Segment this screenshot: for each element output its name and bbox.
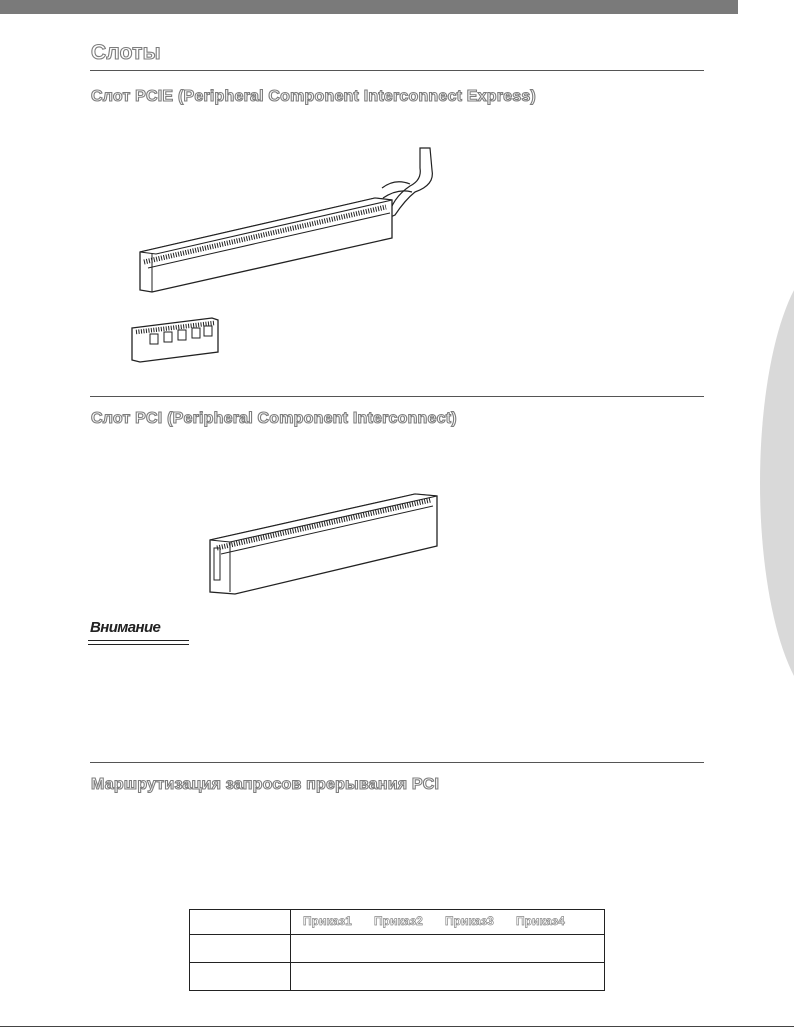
pcie-divider xyxy=(90,396,704,397)
irq-table-header-2: Приказ2 xyxy=(374,914,423,928)
notice-divider xyxy=(90,762,704,763)
pci-slot-illustration xyxy=(205,488,445,603)
section-side-tab xyxy=(760,258,794,708)
irq-table xyxy=(189,909,605,991)
pcie-heading: Слот PCIE (Peripheral Component Interconnect Express) xyxy=(91,88,536,105)
irq-table-row-divider xyxy=(190,934,604,935)
notice-label: Внимание xyxy=(90,619,161,636)
notice-underline-2 xyxy=(88,644,189,645)
irq-table-header-4: Приказ4 xyxy=(516,914,565,928)
title-divider xyxy=(90,70,704,71)
pcie-slot-illustration xyxy=(120,140,450,380)
header-bar xyxy=(0,0,738,14)
irq-table-header-1: Приказ1 xyxy=(303,914,352,928)
irq-table-row-divider-2 xyxy=(190,962,604,963)
page-title: Слоты xyxy=(91,41,161,64)
irq-heading: Маршрутизация запросов прерывания PCI xyxy=(91,776,440,793)
pci-heading: Слот PCI (Peripheral Component Interconnect) xyxy=(91,410,457,427)
notice-underline xyxy=(88,640,189,641)
footer-rule xyxy=(0,1026,794,1027)
irq-table-header-3: Приказ3 xyxy=(445,914,494,928)
irq-table-column-divider xyxy=(290,910,291,990)
